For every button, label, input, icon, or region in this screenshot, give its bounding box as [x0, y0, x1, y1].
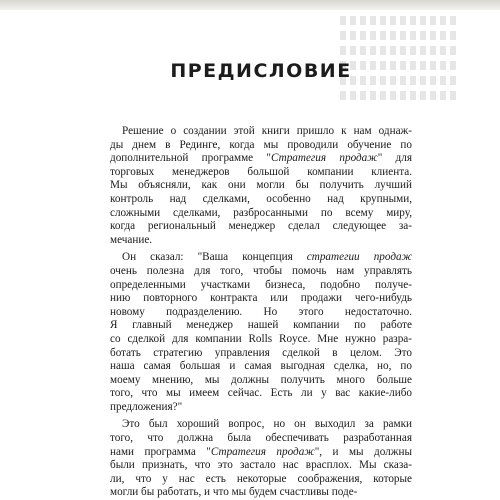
scan-edge — [0, 0, 500, 10]
text-line — [110, 193, 412, 207]
text-line — [110, 292, 412, 306]
text-line — [110, 446, 412, 460]
text-segment: сложными сделками, разбросанными по всему миру, — [110, 206, 412, 219]
text-segment: Это был хороший вопрос, но он выходил за рамки — [122, 418, 412, 431]
text-segment: Он сказал: "Ваша концепция — [122, 251, 307, 264]
text-line — [110, 486, 412, 500]
text-segment: были признать, что это застало нас врасплох. Мы сказа- — [110, 459, 412, 472]
text-segment: определенными участками бизнеса, подобно получе- — [110, 278, 412, 291]
text-segment: очень полезна для того, чтобы помочь нам управлять — [110, 264, 412, 277]
italic-text: стратегии продаж — [306, 251, 412, 264]
text-line — [110, 152, 412, 166]
body-text — [110, 125, 412, 500]
text-segment: Решение о создании этой книги пришло к нам однаж- — [122, 125, 412, 137]
text-segment: наша самая большая и самая выгодная сделка, но, по — [110, 360, 412, 373]
italic-text: Стратегия продаж — [271, 152, 378, 165]
paragraph — [110, 251, 412, 414]
text-segment: дополнительной программе " — [110, 152, 271, 165]
text-segment: торговых менеджеров большой компании клиента. — [110, 165, 412, 178]
text-segment: того, что мы имеем сейчас. Есть ли у вас какие-либо — [110, 387, 412, 400]
text-line — [110, 432, 412, 446]
text-line — [110, 125, 412, 139]
text-line — [110, 306, 412, 320]
text-segment: со сделкой для компании Rolls Royce. Мне нужно разра- — [110, 332, 412, 345]
text-segment: мечание. — [110, 233, 153, 246]
text-line — [110, 387, 412, 401]
text-line — [110, 139, 412, 153]
text-segment: могли бы работать, и что мы будем счастливы поде- — [110, 486, 358, 499]
text-line — [110, 179, 412, 193]
paragraph — [110, 125, 412, 247]
italic-text: Стратегия продаж — [210, 445, 315, 458]
text-segment: Я главный менеджер нашей компании по работе — [110, 319, 412, 332]
text-segment: ботать стратегию управления сделкой в целом. Это — [110, 346, 412, 359]
text-segment: когда региональный менеджер сделал следующее за- — [110, 220, 412, 233]
text-segment: того, что должна была обеспечивать разработанная — [110, 432, 412, 445]
page-heading: ПРЕДИСЛОВИЕ — [170, 60, 352, 82]
paragraph — [110, 418, 412, 500]
text-line — [110, 347, 412, 361]
text-segment: Мы объясняли, как они могли бы получить лучший — [110, 179, 412, 192]
book-page — [110, 40, 412, 499]
text-line — [110, 401, 412, 415]
text-line — [110, 279, 412, 293]
text-line — [110, 418, 412, 432]
text-line — [110, 459, 412, 473]
text-line — [110, 374, 412, 388]
text-segment: новому подразделению. Но этого недостаточно. — [110, 305, 412, 318]
text-segment: контроль над сделками, особенно над крупными, — [110, 192, 412, 205]
text-line — [110, 473, 412, 487]
text-line — [110, 319, 412, 333]
text-line — [110, 234, 412, 248]
text-line — [110, 166, 412, 180]
text-line — [110, 360, 412, 374]
text-segment: " для — [377, 152, 412, 165]
text-segment: нию повторного контракта или продажи чего-нибудь — [110, 292, 412, 305]
text-line — [110, 251, 412, 265]
text-segment: нами программа " — [110, 445, 211, 458]
text-segment: предложения?" — [110, 400, 183, 413]
text-line — [110, 265, 412, 279]
text-segment: ли, что у нас есть некоторые соображения, которые — [110, 472, 412, 485]
text-segment: моему мнению, мы должны получить много больше — [110, 373, 412, 386]
text-segment: ", и мы должны — [314, 445, 412, 458]
text-line — [110, 220, 412, 234]
text-line — [110, 207, 412, 221]
text-segment: ды днем в Рединге, когда мы проводили обучение по — [110, 138, 412, 151]
text-line — [110, 333, 412, 347]
